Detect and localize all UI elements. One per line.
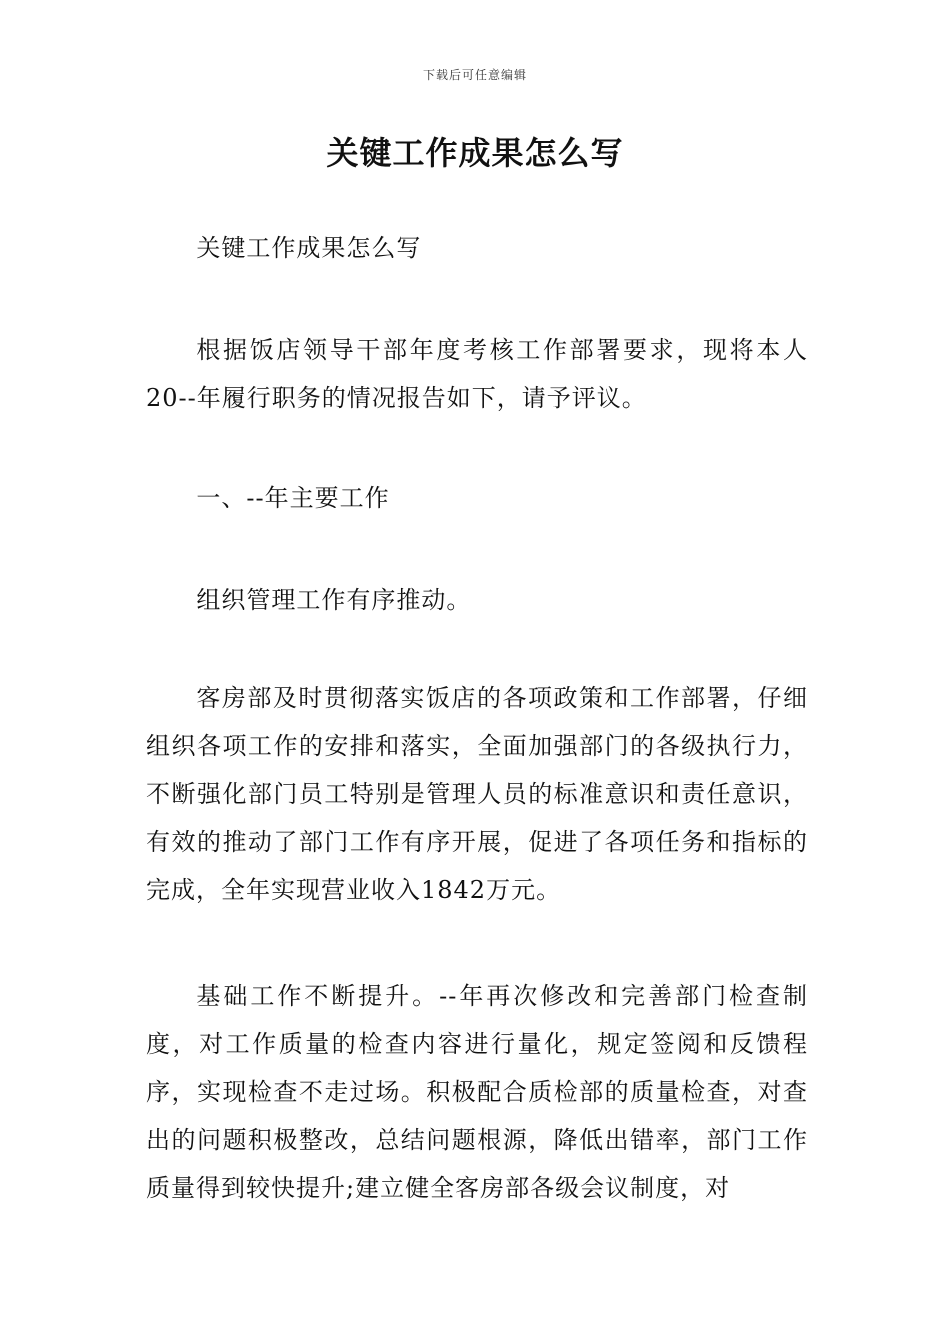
- paragraph-block-5: [146, 674, 808, 914]
- paragraph-housekeeping: 客房部及时贯彻落实饭店的各项政策和工作部署，仔细组织各项工作的安排和落实，全面加强部门的各级执行力，不断强化部门员工特别是管理人员的标准意识和责任意识，有效的推动了部门工作有序开展，促进了各项任务和指标的完成，全年实现营业收入1842万元。: [146, 684, 808, 904]
- paragraph-foundation: 基础工作不断提升。--年再次修改和完善部门检查制度，对工作质量的检查内容进行量化，规定签阅和反馈程序，实现检查不走过场。积极配合质检部的质量检查，对查出的问题积极整改，总结问题根源，降低出错率，部门工作质量得到较快提升;建立健全客房部各级会议制度，对: [146, 982, 808, 1202]
- document-title: 关键工作成果怎么写: [326, 134, 624, 172]
- paragraph-block-6: [146, 972, 808, 1212]
- paragraph-block-4: [146, 576, 808, 624]
- paragraph-intro: 根据饭店领导干部年度考核工作部署要求，现将本人20--年履行职务的情况报告如下，请予评议。: [146, 336, 808, 412]
- paragraph-block-2: [146, 326, 808, 422]
- paragraph-block-3: [146, 474, 808, 522]
- paragraph-block-1: [146, 224, 808, 272]
- paragraph-management: 组织管理工作有序推动。: [196, 586, 472, 614]
- header-note: 下载后可任意编辑: [422, 68, 527, 82]
- paragraph-subtitle: 关键工作成果怎么写: [196, 234, 422, 262]
- section-heading: 一、--年主要工作: [196, 484, 390, 512]
